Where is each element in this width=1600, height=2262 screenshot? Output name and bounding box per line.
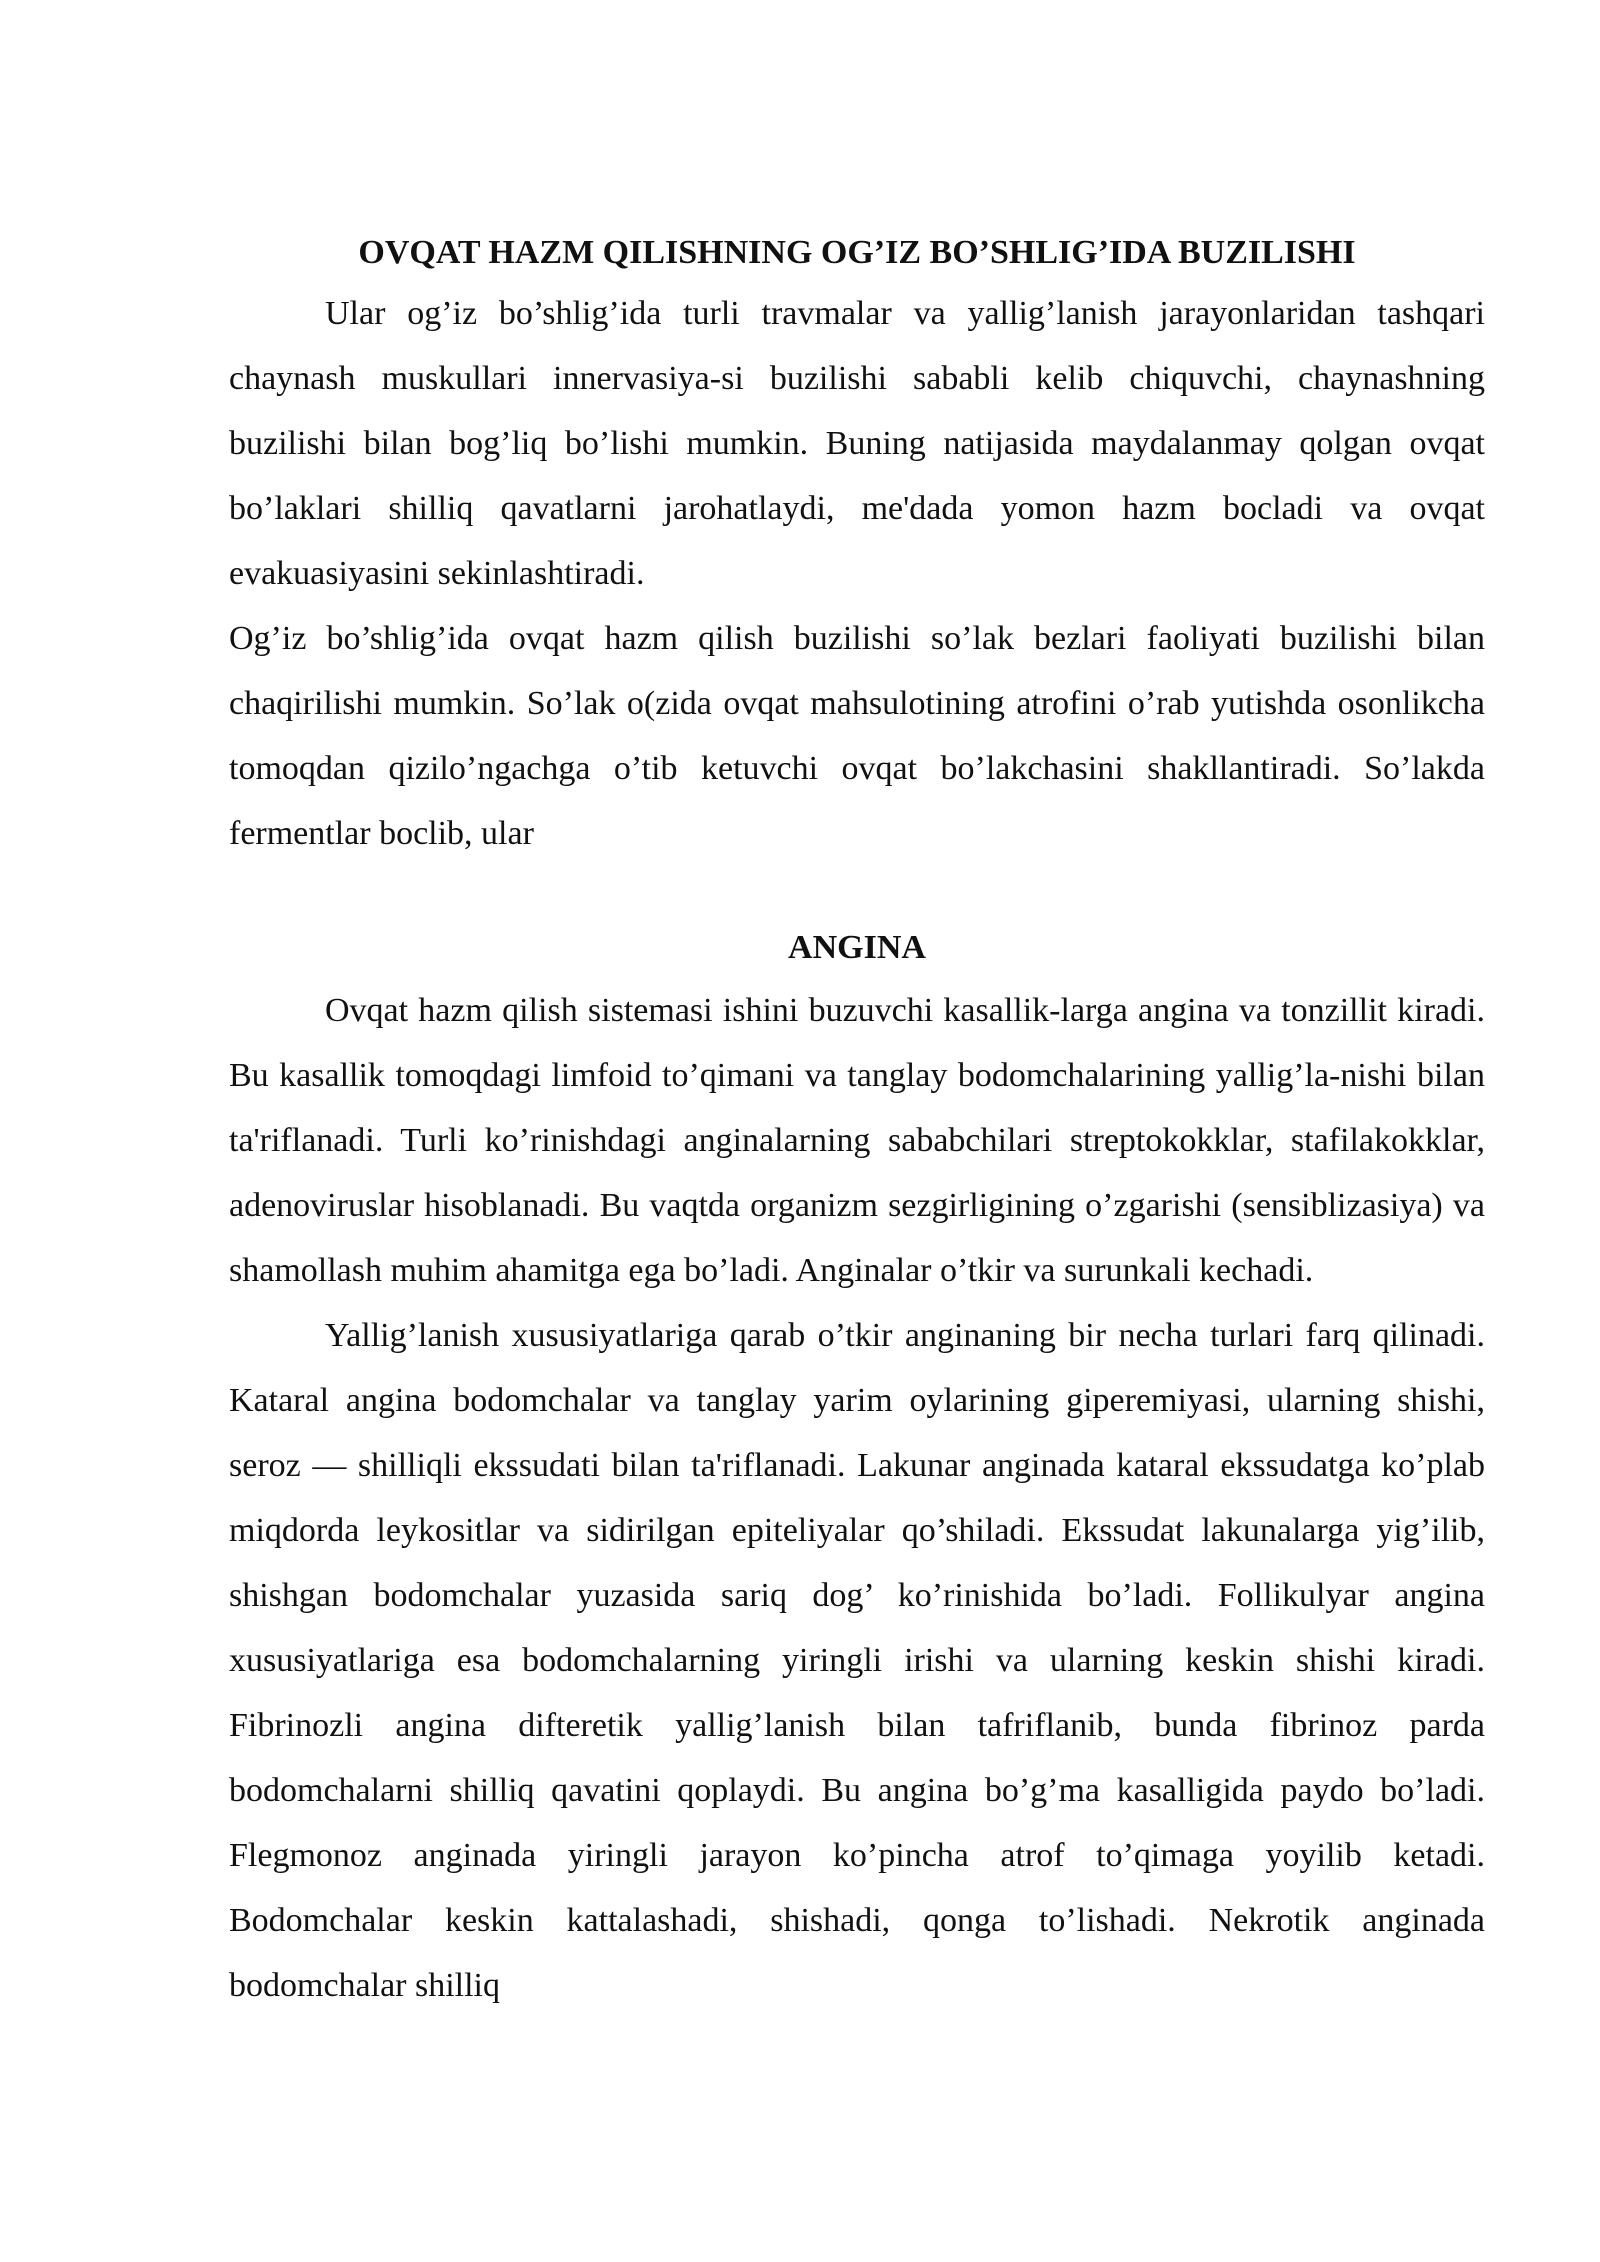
section-spacer — [229, 866, 1485, 918]
paragraph-saliva-disorder: Og’iz bo’shlig’ida ovqat hazm qilish buzilishi so’lak bezlari faoliyati buzilishi bilan chaqirilishi mumkin. So’lak o(zida ovqat mahsulotining atrofini o’rab yutishda osonlikcha tomoqdan qizilo’ngachga o’tib ketuvchi ovqat bo’lakchasini shakllantiradi. So’lakda fermentlar boclib, ular — [229, 620, 1485, 852]
paragraph-angina-types: Yallig’lanish xususiyatlariga qarab o’tkir anginaning bir necha turlari farq qilinadi. Kataral angina bodomchalar va tanglay yarim oylarining giperemiyasi, ularning shishi, seroz — shilliqli ekssudati bilan ta'riflanadi. Lakunar anginada kataral ekssudatga ko’plab miqdorda leykositlar va sidirilgan epiteliyalar qo’shiladi. Ekssudat lakunalarga yig’ilib, shishgan bodomchalar yuzasida sariq dog’ ko’rinishida bo’ladi. Follikulyar angina xususiyatlariga esa bodomchalarning yiringli irishi va ularning keskin shishi kiradi. Fibrinozli angina difteretik yallig’lanish bilan tafriflanib, bunda fibrinoz parda bodomchalarni shilliq qavatini qoplaydi. Bu angina bo’g’ma kasalligida paydo bo’ladi. Flegmonoz anginada yiringli jarayon ko’pincha atrof to’qimaga yoyilib ketadi. Bodomchalar keskin kattalashadi, shishadi, qonga to’lishadi. Nekrotik anginada bodomchalar shilliq — [229, 1317, 1485, 2004]
paragraph-angina-intro: Ovqat hazm qilish sistemasi ishini buzuvchi kasallik-larga angina va tonzillit kiradi. Bu kasallik tomoqdagi limfoid to’qimani va tanglay bodomchalarining yallig’la-nishi bilan ta'riflanadi. Turli ko’rinishdagi anginalarning sababchilari streptokokklar, stafilakokklar, adenoviruslar hisoblanadi. Bu vaqtda organizm sezgirligining o’zgarishi (sensiblizasiya) va shamollash muhim ahamitga ega bo’ladi. Anginalar o’tkir va surunkali kechadi. — [229, 992, 1485, 1289]
section-heading-digestion-mouth: OVQAT HAZM QILISHNING OG’IZ BO’SHLIG’IDA BUZILISHI — [358, 234, 1356, 271]
section-heading-angina: ANGINA — [788, 929, 926, 966]
paragraph-chewing-disorder: Ular og’iz bo’shlig’ida turli travmalar va yallig’lanish jarayonlaridan tashqari chaynash muskullari innervasiya-si buzilishi sababli kelib chiquvchi, chaynashning buzilishi bilan bog’liq bo’lishi mumkin. Buning natijasida maydalanmay qolgan ovqat bo’laklari shilliq qavatlarni jarohatlaydi, me'dada yomon hazm bocladi va ovqat evakuasiyasini sekinlashtiradi. — [229, 295, 1485, 592]
page-content — [229, 225, 1485, 2018]
